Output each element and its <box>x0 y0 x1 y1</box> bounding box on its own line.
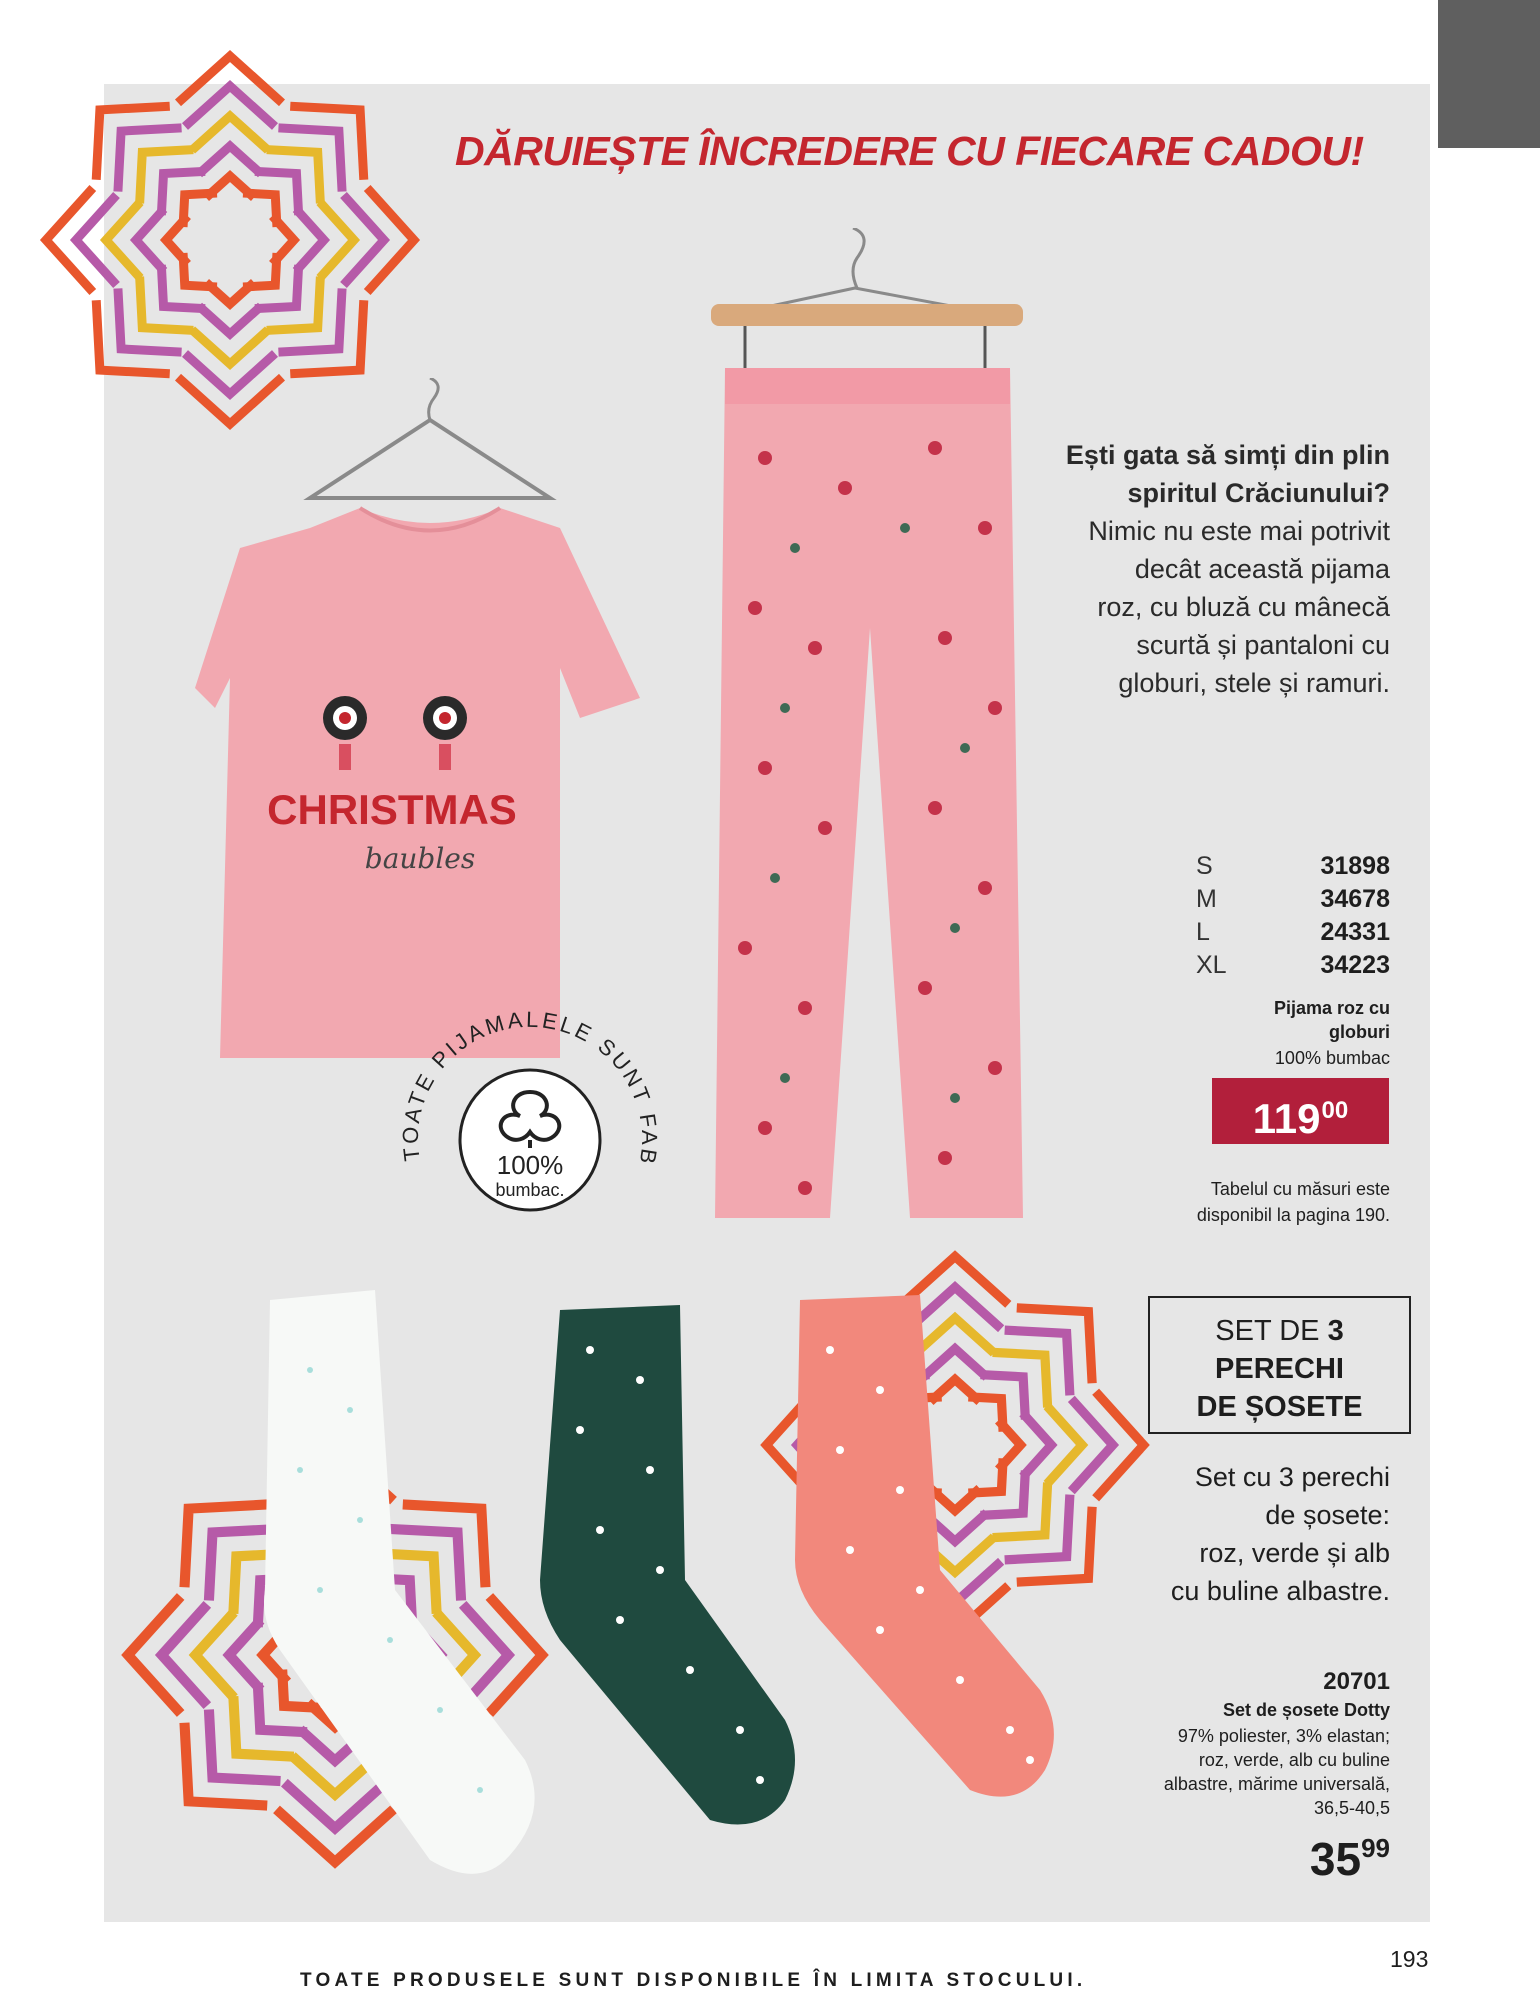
socks-material <box>1130 1724 1390 1820</box>
sock-desc-line-1: Set cu 3 perechi <box>1194 1462 1390 1492</box>
cotton-badge <box>380 990 680 1290</box>
star-chevron <box>367 188 414 292</box>
badge-label: bumbac. <box>495 1180 565 1200</box>
desc-line-4: decât această pijama <box>1134 554 1390 584</box>
set-box-number: 3 <box>1327 1315 1344 1347</box>
socks-price <box>1190 1832 1390 1886</box>
star-chevron <box>178 56 282 103</box>
star-chevron <box>290 300 364 374</box>
corner-tab <box>1438 0 1540 148</box>
star-chevron <box>278 288 342 352</box>
set-box-line-2: PERECHI <box>1215 1353 1344 1385</box>
sock-price-main: 35 <box>1309 1833 1362 1885</box>
set-box-prefix: SET DE <box>1215 1315 1328 1347</box>
footer-stock-note: TOATE PRODUSELE SUNT DISPONIBILE ÎN LIMITA STOCULUI. <box>300 1970 1087 1991</box>
desc-line-bold-1: Ești gata să simți din plin <box>1065 440 1390 470</box>
pajama-name-line-2: globuri <box>1329 1022 1390 1042</box>
tshirt-image <box>190 378 650 1068</box>
star-chevron <box>118 128 182 192</box>
size-label: S <box>1196 852 1213 880</box>
desc-line-6: scurtă și pantaloni cu <box>1136 630 1390 660</box>
socks-image <box>240 1290 1070 1900</box>
product-code: 24331 <box>1320 918 1390 946</box>
pajama-product-name <box>1160 996 1390 1044</box>
size-row <box>1196 883 1390 916</box>
socks-product-name: Set de șosete Dotty <box>1222 1700 1390 1720</box>
desc-line-5: roz, cu bluză cu mânecă <box>1097 592 1390 622</box>
size-chart-note <box>1130 1176 1390 1228</box>
desc-line-bold-2: spiritul Crăciunului? <box>1127 478 1390 508</box>
star-chevron <box>199 306 261 334</box>
star-chevron <box>296 209 324 271</box>
note-line-2: disponibil la pagina 190. <box>1196 1205 1390 1225</box>
badge-ring-text: TOATE PIJAMALELE SUNT FAB <box>397 1006 663 1169</box>
sock-mat-line-2: roz, verde, alb cu buline <box>1198 1750 1390 1770</box>
size-label: XL <box>1196 951 1227 979</box>
page-headline: DĂRUIEȘTE ÎNCREDERE CU FIECARE CADOU! <box>455 128 1364 174</box>
star-chevron <box>46 188 93 292</box>
badge-percent: 100% <box>496 1150 564 1180</box>
product-code: 34678 <box>1320 885 1390 913</box>
size-row <box>1196 949 1390 982</box>
pajama-description <box>970 436 1390 702</box>
sock-price-cents: 99 <box>1361 1833 1390 1863</box>
size-row <box>1196 916 1390 949</box>
star-chevron <box>128 1597 181 1714</box>
size-code-table <box>1196 850 1390 982</box>
product-code: 31898 <box>1320 852 1390 880</box>
star-chevron <box>118 288 182 352</box>
star-chevron <box>199 146 261 174</box>
desc-line-7: globuri, stele și ramuri. <box>1118 668 1390 698</box>
pajama-pants-image <box>705 228 1045 1228</box>
socks-product-code: 20701 <box>1323 1668 1390 1695</box>
star-chevron <box>278 128 342 192</box>
desc-line-3: Nimic nu este mai potrivit <box>1088 516 1390 546</box>
pajama-material: 100% bumbac <box>1274 1048 1390 1068</box>
price-main: 119 <box>1252 1095 1321 1142</box>
sock-set-box <box>1148 1296 1411 1434</box>
set-box-line-3: DE ȘOSETE <box>1196 1391 1363 1423</box>
size-label: L <box>1196 918 1210 946</box>
sock-mat-line-4: 36,5-40,5 <box>1313 1798 1390 1818</box>
socks-description <box>1090 1458 1390 1610</box>
tshirt-script-text: baubles <box>364 842 476 875</box>
page-number: 193 <box>1390 1946 1429 1972</box>
star-chevron <box>290 106 364 180</box>
size-label: M <box>1196 885 1217 913</box>
size-row <box>1196 850 1390 883</box>
pajama-price-badge <box>1212 1078 1389 1144</box>
sock-desc-line-3: roz, verde și alb <box>1199 1538 1390 1568</box>
sock-mat-line-3: albastre, mărime universală, <box>1163 1774 1390 1794</box>
pajama-name-line-1: Pijama roz cu <box>1273 998 1390 1018</box>
sock-mat-line-1: 97% poliester, 3% elastan; <box>1177 1726 1390 1746</box>
sock-desc-line-2: de șosete: <box>1265 1500 1390 1530</box>
star-chevron <box>96 106 170 180</box>
product-code: 34223 <box>1320 951 1390 979</box>
star-chevron <box>96 300 170 374</box>
tshirt-print-text: CHRISTMAS <box>267 786 517 833</box>
sock-desc-line-4: cu buline albastre. <box>1170 1576 1390 1606</box>
price-cents: 00 <box>1321 1097 1349 1124</box>
note-line-1: Tabelul cu măsuri este <box>1210 1179 1390 1199</box>
star-chevron <box>136 209 164 271</box>
